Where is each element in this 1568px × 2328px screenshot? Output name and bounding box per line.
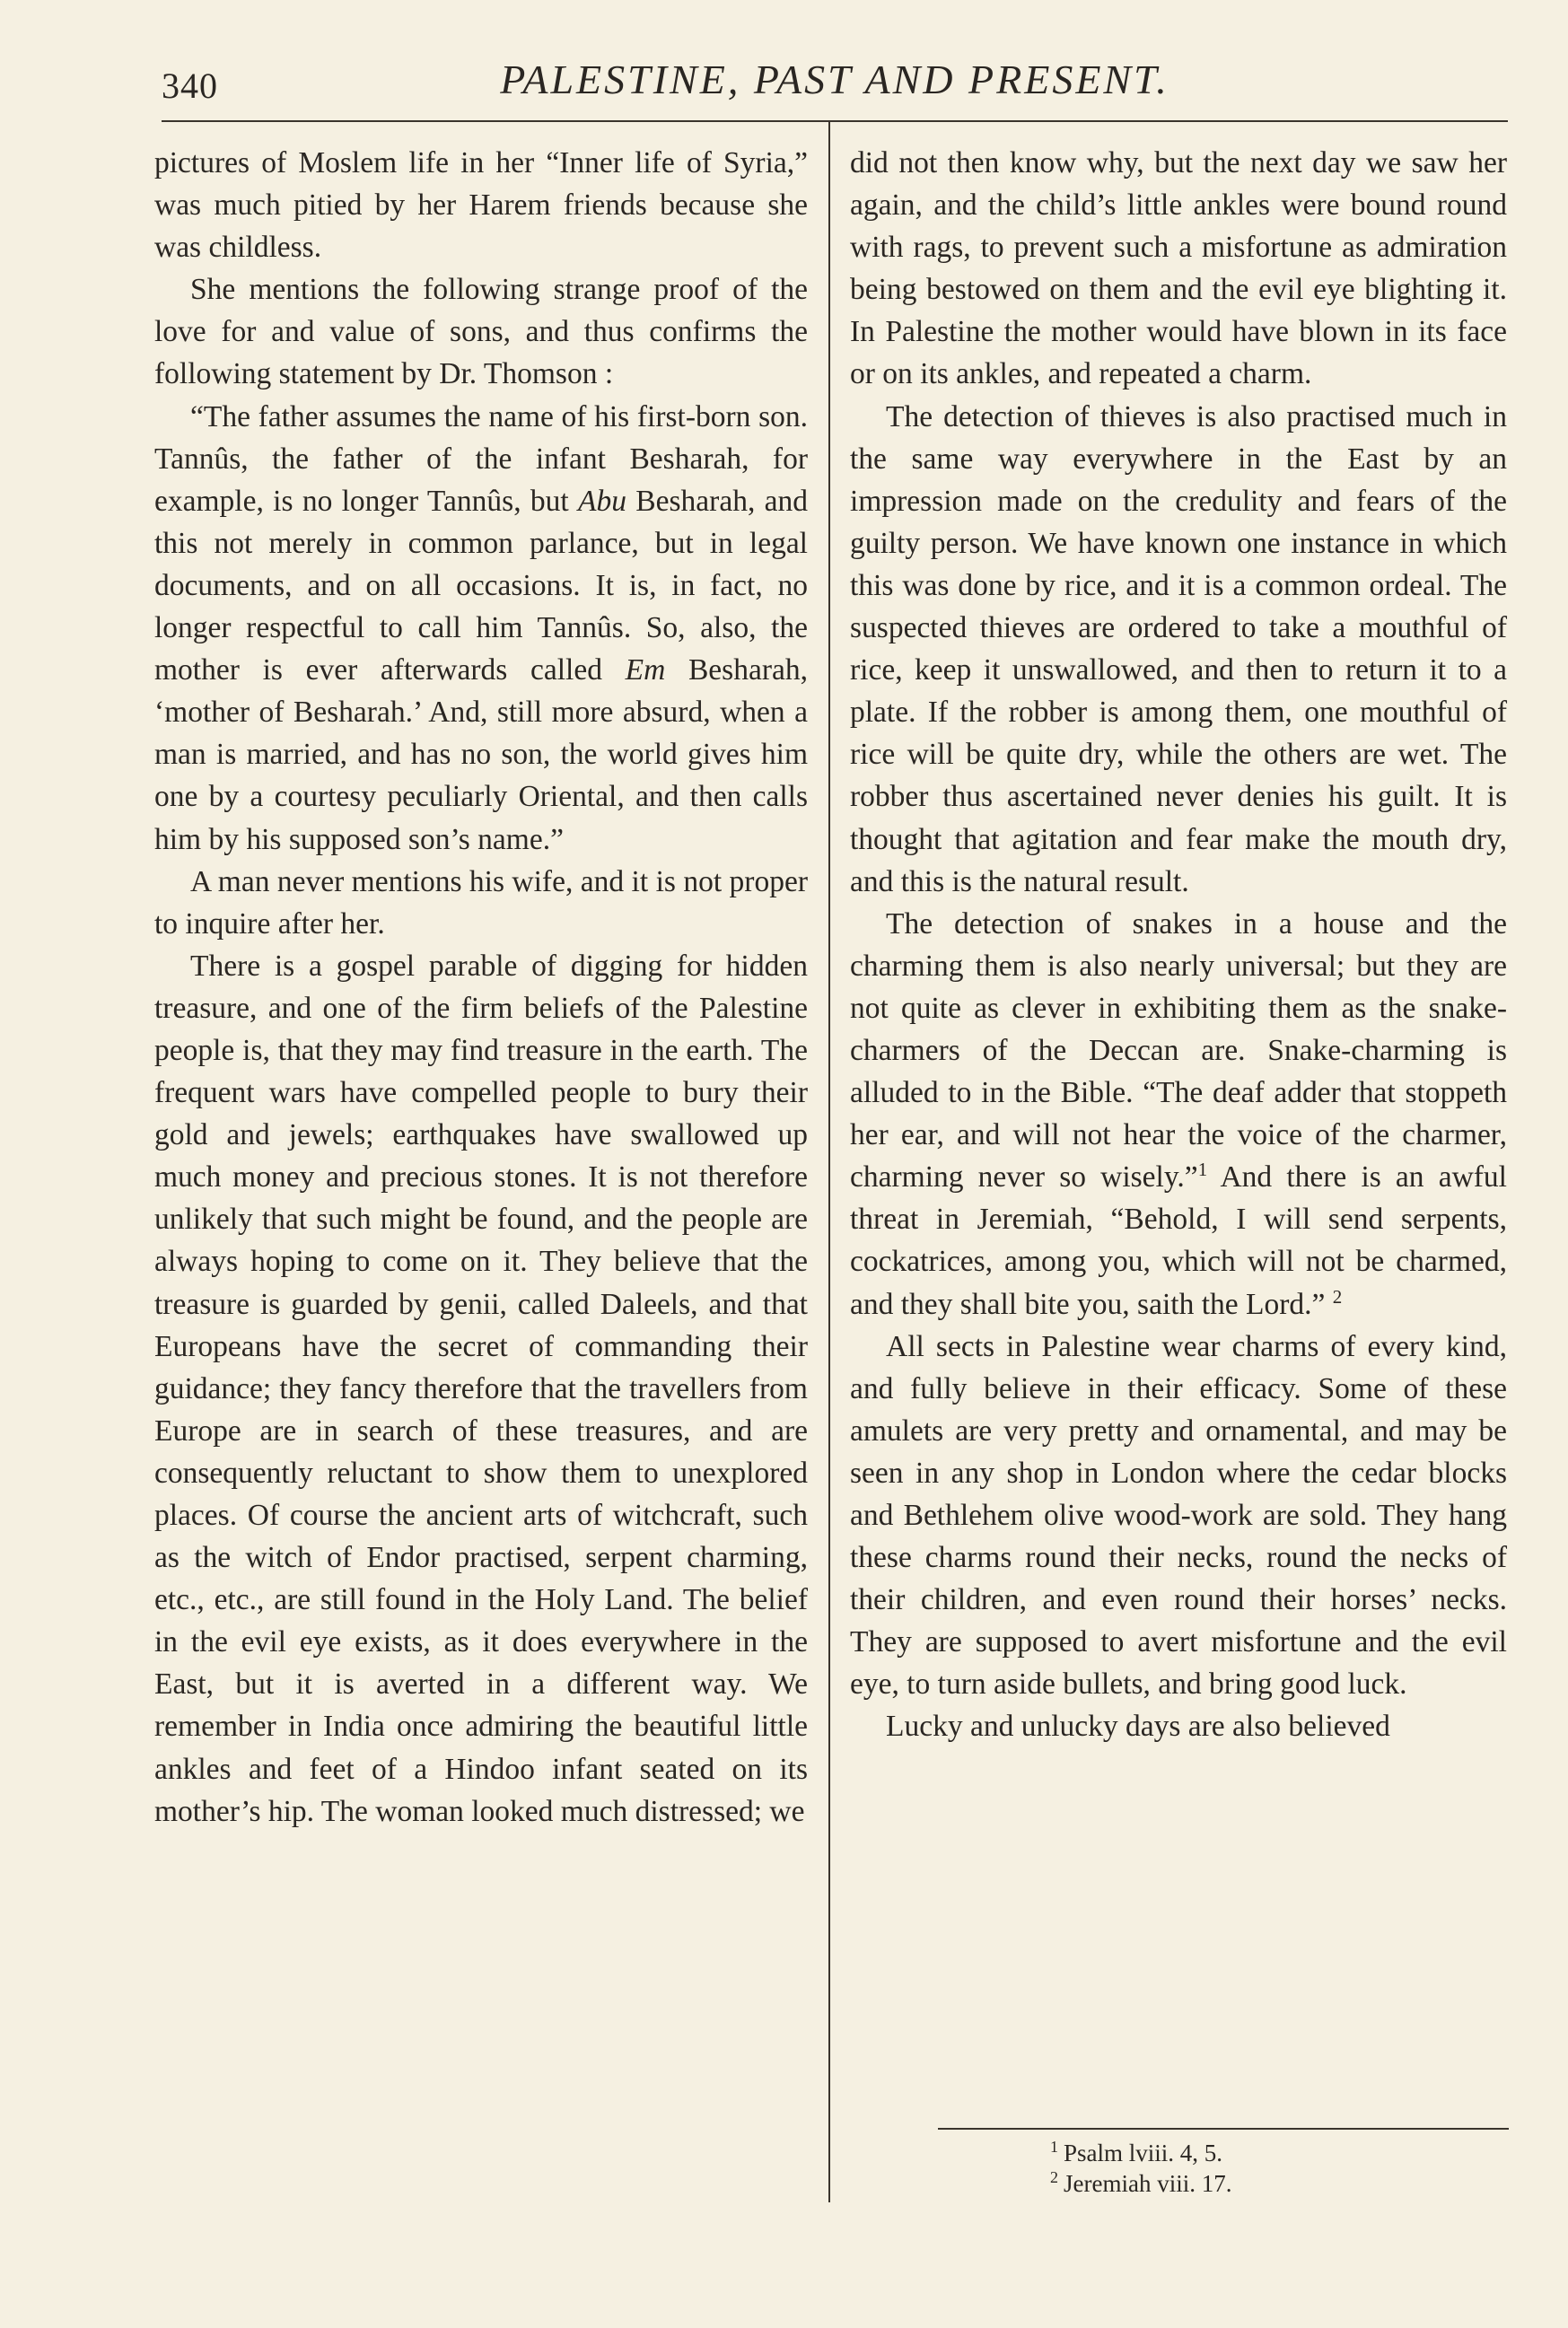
running-title: PALESTINE, PAST AND PRESENT. bbox=[500, 57, 1169, 102]
italic-word: Em bbox=[625, 653, 666, 687]
footnote-number: 2 bbox=[1050, 2168, 1058, 2186]
paragraph: did not then know why, but the next day we saw her again, and the child’s little ankles were bound round with rags, to prevent such a misfortune as admiration being bestowed on them and the evil eye blighting it. In Palestine the mother would have blown in its face or on its ankles, and repeated a charm. bbox=[850, 146, 1507, 391]
text-run: Besharah, and this not merely in common parlance, but in legal documents, and on all occasions. It is, in fact, no longer respectful to call him Tannûs. So, also, the mother is ever afterwards called bbox=[154, 484, 808, 687]
text-run: And there is an awful threat in Jeremiah, “Behold, I will send serpents, cockatrices, among you, which will not be charmed, and they shall bite you, saith the Lord.” bbox=[850, 1160, 1507, 1321]
paragraph bbox=[850, 903, 1507, 1326]
text-run: The detection of snakes in a house and the charming them is also nearly universal; but they are not quite as clever in exhibiting them as the snake-charmers of the Deccan are. Snake-charming is alluded to in the Bible. “The deaf adder that stoppeth her ear, and will not hear the voice of the charmer, charming never so wisely.” bbox=[850, 906, 1507, 1195]
paragraph: Lucky and unlucky days are also believed bbox=[886, 1710, 1390, 1744]
paragraph: pictures of Moslem life in her “Inner life of Syria,” was much pitied by her Harem friends because she was childless. bbox=[154, 146, 808, 265]
paragraph: There is a gospel parable of digging for hidden treasure, and one of the firm beliefs of the Palestine people is, that they may find treasure in the earth. The frequent wars have compelled people to bury their gold and jewels; earthquakes have swallowed up much money and precious stones. It is not therefore unlikely that such might be found, and the people are always hoping to come on it. They believe that the treasure is guarded by genii, called Daleels, and that Europeans have the secret of commanding their guidance; they fancy therefore that the travellers from Europe are in search of these treasures, and are consequently reluctant to show them to unexplored places. Of course the ancient arts of witchcraft, such as the witch of Endor practised, serpent charming, etc., etc., are still found in the Holy Land. The belief in the evil eye exists, as it does everywhere in the East, but it is averted in a different way. We remember in India once admiring the beautiful little ankles and feet of a Hindoo infant seated on its mother’s hip. The woman looked much distressed; we bbox=[154, 949, 808, 1828]
header-rule bbox=[162, 120, 1508, 122]
footnote bbox=[1050, 2168, 1499, 2199]
text-run: “The father assumes the name of his first-born son. Tannûs, the father of the infant Besharah, for example, is no longer Tannûs, but bbox=[154, 399, 808, 518]
page-number: 340 bbox=[162, 66, 218, 106]
italic-word: Abu bbox=[578, 484, 626, 518]
footnote-text: Psalm lviii. 4, 5. bbox=[1064, 2140, 1223, 2166]
footnote-ref[interactable]: 2 bbox=[1332, 1285, 1343, 1308]
footnote-rule bbox=[938, 2128, 1509, 2130]
footnote-number: 1 bbox=[1050, 2138, 1058, 2156]
column-divider bbox=[828, 120, 830, 2202]
paragraph: The detection of thieves is also practised much in the same way everywhere in the East by an impression made on the credulity and fears of the guilty person. We have known one instance in which this was done by rice, and it is a common ordeal. The suspected thieves are ordered to take a mouthful of rice, keep it unswallowed, and then to return it to a plate. If the robber is among them, one mouthful of rice will be quite dry, while the others are wet. The robber thus ascertained never denies his guilt. It is thought that agitation and fear make the mouth dry, and this is the natural result. bbox=[850, 399, 1507, 898]
quote-paragraph bbox=[154, 396, 808, 861]
left-column bbox=[154, 142, 808, 1833]
paragraph: All sects in Palestine wear charms of every kind, and fully believe in their efficacy. Some of these amulets are very pretty and ornamental, and may be seen in any shop in London where the cedar blocks and Bethlehem olive wood-work are sold. They hang these charms round their necks, round the necks of their children, and even round their horses’ necks. They are supposed to avert misfortune and the evil eye, to turn aside bullets, and bring good luck. bbox=[850, 1329, 1507, 1702]
footnote-ref[interactable]: 1 bbox=[1197, 1159, 1208, 1181]
paragraph: A man never mentions his wife, and it is not proper to inquire after her. bbox=[154, 864, 808, 941]
running-head bbox=[162, 56, 1508, 109]
footnote-text: Jeremiah viii. 17. bbox=[1064, 2170, 1232, 2197]
paragraph: She mentions the following strange proof of the love for and value of sons, and thus confirms the following statement by Dr. Thomson : bbox=[154, 273, 808, 391]
text-run: Besharah, ‘mother of Besharah.’ And, still more absurd, when a man is married, and has no son, the world gives him one by a courtesy peculiarly Oriental, and then calls him by his supposed son’s name.” bbox=[154, 653, 808, 856]
right-column bbox=[850, 142, 1507, 1748]
footnote bbox=[1050, 2138, 1499, 2168]
footnotes bbox=[1050, 2138, 1499, 2199]
